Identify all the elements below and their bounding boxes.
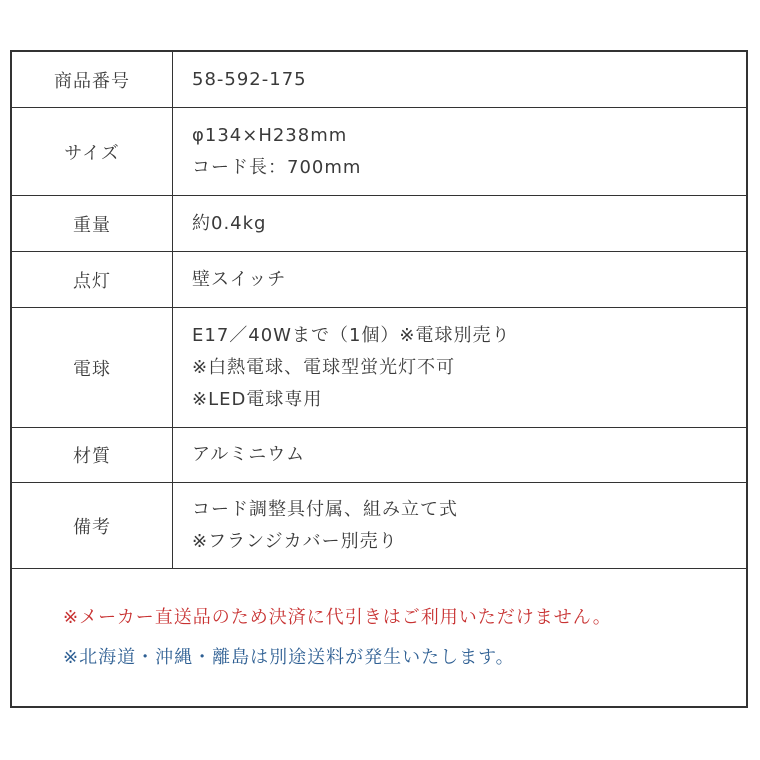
material-value [192,428,736,482]
row-bulb [12,308,746,428]
value-line: ※LED電球専用 [192,388,323,410]
remarks-value [192,483,736,568]
value-line: コード調整具付属、組み立て式 [192,498,458,520]
spec-table [10,50,748,708]
weight-label: 重量 [12,196,173,251]
value-line: アルミニウム [192,444,306,465]
weight-value [192,196,736,251]
note-extra-shipping: ※北海道・沖縄・離島は別途送料が発生いたします。 [63,646,515,668]
value-line: コード長：700mm [192,156,362,178]
material-label: 材質 [12,428,173,482]
lighting-value [192,252,736,307]
row-weight [12,196,746,252]
bulb-label: 電球 [12,308,173,427]
remarks-label: 備考 [12,483,173,568]
notes-section [12,569,746,706]
lighting-label: 点灯 [12,252,173,307]
size-value [192,108,736,195]
value-line: φ134×H238mm [192,124,348,146]
value-line: 壁スイッチ [192,268,287,290]
bulb-value [192,308,736,427]
row-lighting [12,252,746,308]
value-line: E17／40Wまで（1個）※電球別売り [192,324,511,346]
product-number-label: 商品番号 [12,52,173,107]
value-line: 58-592-175 [192,68,307,90]
row-product-number [12,52,746,108]
value-line: ※フランジカバー別売り [192,530,398,552]
value-line: 約0.4kg [192,212,267,234]
size-label: サイズ [12,108,173,195]
product-number-value [192,52,736,107]
row-remarks [12,483,746,569]
row-material [12,428,746,483]
note-cod-unavailable: ※メーカー直送品のため決済に代引きはご利用いただけません。 [63,606,612,628]
value-line: ※白熱電球、電球型蛍光灯不可 [192,356,456,378]
row-size [12,108,746,196]
